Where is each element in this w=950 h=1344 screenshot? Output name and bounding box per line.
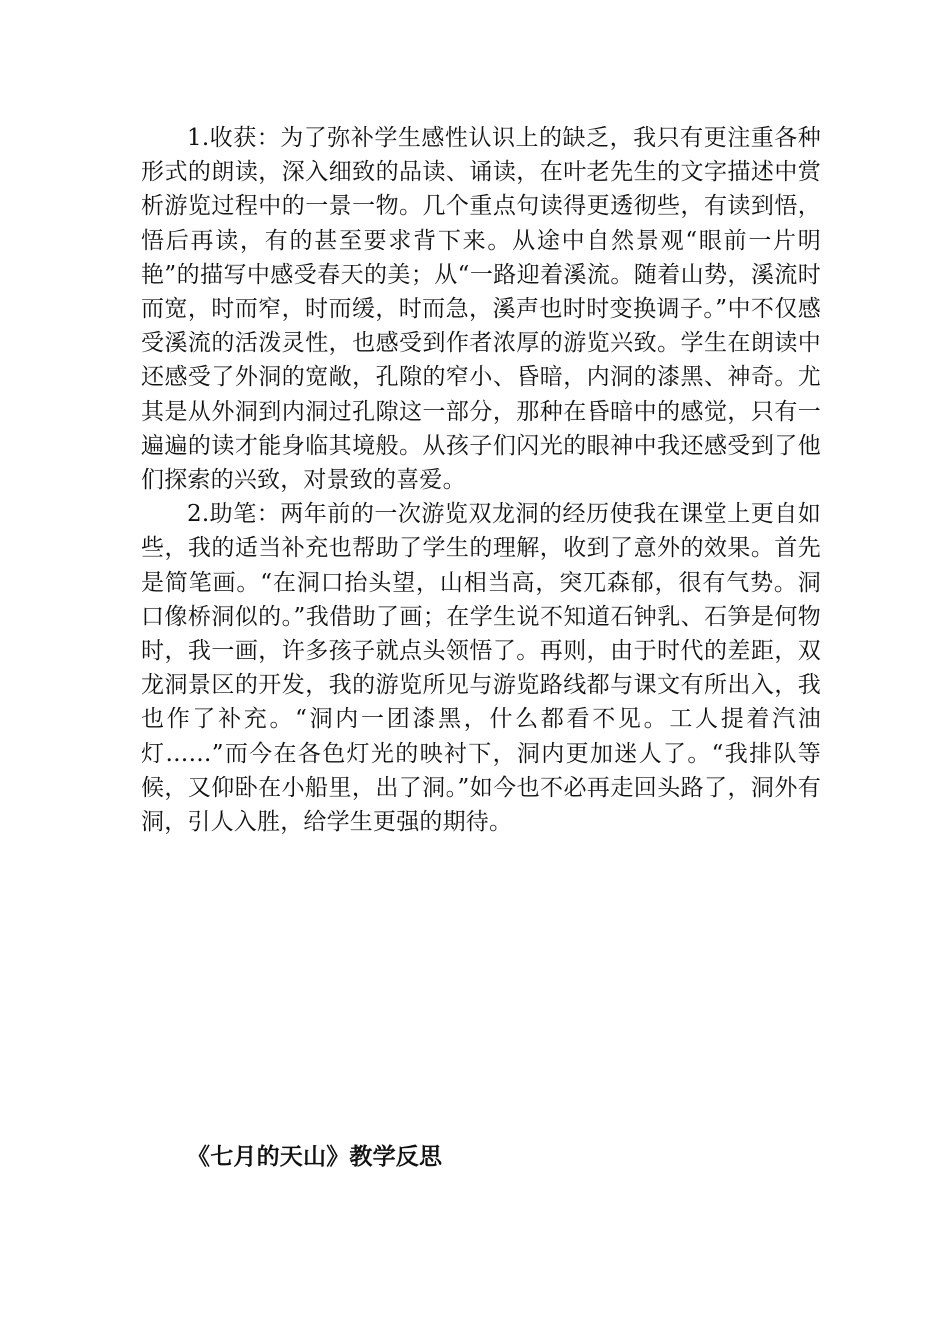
paragraph-harvest: 1.收获：为了弥补学生感性认识上的缺乏，我只有更注重各种形式的朗读，深入细致的品读、诵读，在叶老先生的文字描述中赏析游览过程中的一景一物。几个重点句读得更透彻些，有读到悟，悟后再读，有的甚至要求背下来。从途中自然景观“眼前一片明艳”的描写中感受春天的美；从“一路迎着溪流。随着山势，溪流时而宽，时而窄，时而缓，时而急，溪声也时时变换调子。”中不仅感受溪流的活泼灵性，也感受到作者浓厚的游览兴致。学生在朗读中还感受了外洞的宽敞，孔隙的窄小、昏暗，内洞的漆黑、神奇。尤其是从外洞到内洞过孔隙这一部分，那种在昏暗中的感觉，只有一遍遍的读才能身临其境般。从孩子们闪光的眼神中我还感受到了他们探索的兴致，对景致的喜爱。 xyxy=(141,125,821,494)
paragraph-drawing-aid: 2.助笔：两年前的一次游览双龙洞的经历使我在课堂上更自如些，我的适当补充也帮助了学生的理解，收到了意外的效果。首先是简笔画。“在洞口抬头望，山相当高，突兀森郁，很有气势。洞口像桥洞似的。”我借助了画；在学生说不知道石钟乳、石笋是何物时，我一画，许多孩子就点头领悟了。再则，由于时代的差距，双龙洞景区的开发，我的游览所见与游览路线都与课文有所出入，我也作了补充。“洞内一团漆黑，什么都看不见。工人提着汽油灯……”而今在各色灯光的映衬下，洞内更加迷人了。“我排队等候，又仰卧在小船里，出了洞。”如今也不必再走回头路了，洞外有洞，引人入胜，给学生更强的期待。 xyxy=(141,501,821,836)
next-article-title: 《七月的天山》教学反思 xyxy=(187,1143,443,1170)
document-body xyxy=(141,121,821,839)
